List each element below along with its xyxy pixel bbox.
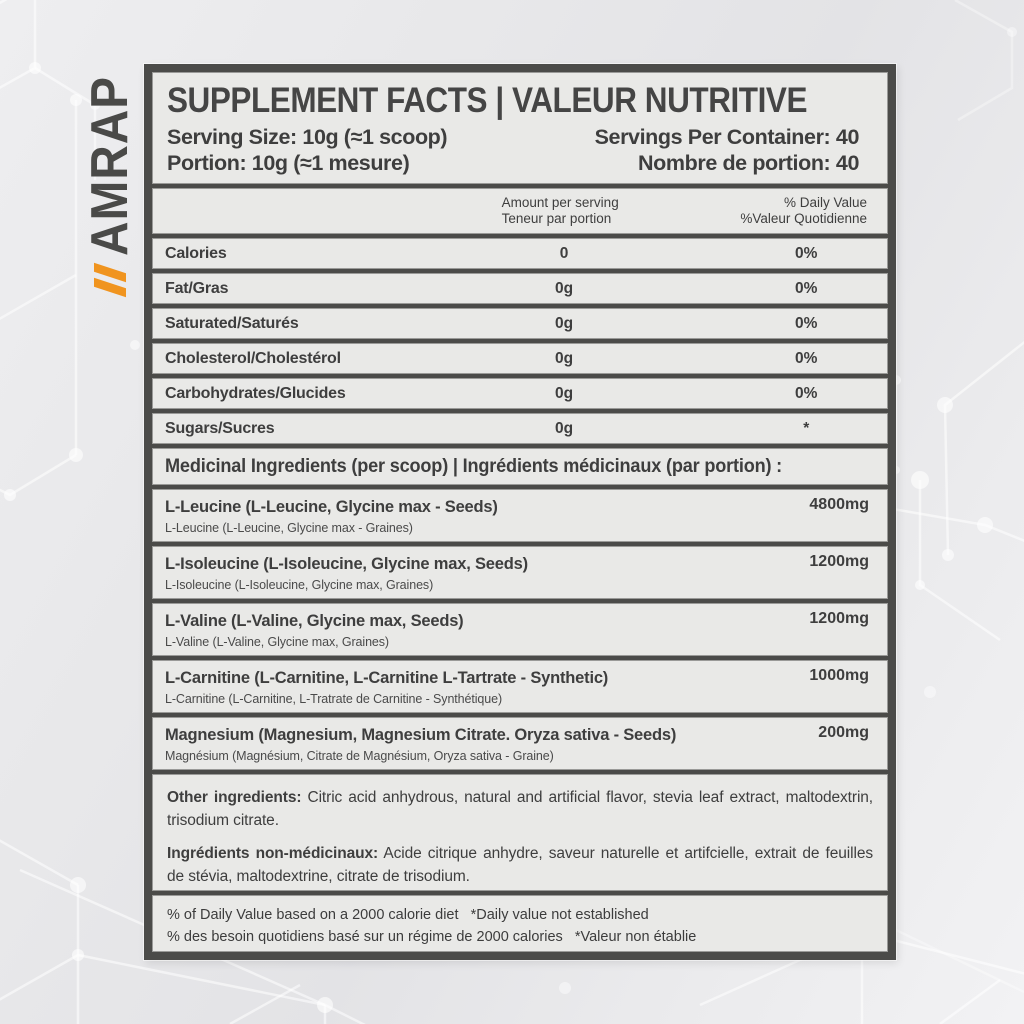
ingredient-name-en: L-Isoleucine (L-Isoleucine, Glycine max, Seeds) xyxy=(165,555,528,573)
other-ingredients-section xyxy=(152,774,888,891)
servings-per-container-fr: Nombre de portion: 40 xyxy=(638,151,859,176)
ingredient-name-en: L-Carnitine (L-Carnitine, L-Carnitine L-Tartrate - Synthetic) xyxy=(165,669,609,687)
nutrient-row xyxy=(152,413,888,444)
ingredient-amount: 200mg xyxy=(818,724,869,741)
nutrient-name: Saturated/Saturés xyxy=(165,314,299,332)
nutrient-row xyxy=(152,238,888,269)
panel-title: SUPPLEMENT FACTS | VALEUR NUTRITIVE xyxy=(167,81,808,120)
nutrient-dv: 0% xyxy=(795,314,818,332)
nutrient-amount: 0g xyxy=(554,279,574,297)
servings-per-container xyxy=(595,124,873,177)
other-ingredients-label-fr: Ingrédients non-médicinaux: xyxy=(167,844,379,862)
serving-size xyxy=(167,124,447,177)
medicinal-row xyxy=(152,717,888,770)
nutrient-dv: 0% xyxy=(795,349,818,367)
nutrient-amount: 0g xyxy=(554,384,574,402)
medicinal-ingredients-header: Medicinal Ingredients (per scoop) | Ingrédients médicinaux (par portion) : xyxy=(152,448,888,485)
serving-size-en: Serving Size: 10g (≈1 scoop) xyxy=(167,125,448,149)
nutrient-dv: 0% xyxy=(795,384,818,402)
serving-info xyxy=(167,124,873,177)
double-slash-icon xyxy=(94,268,126,292)
medicinal-row xyxy=(152,489,888,542)
nutrient-row xyxy=(152,378,888,409)
ingredient-name-en: L-Leucine (L-Leucine, Glycine max - Seeds) xyxy=(165,498,498,516)
ingredient-name-en: Magnesium (Magnesium, Magnesium Citrate. Oryza sativa - Seeds) xyxy=(165,726,677,744)
other-ingredients-fr: Ingrédients non-médicinaux: Acide citrique anhydre, saveur naturelle et artifcielle, extrait de feuilles de stévia, maltodextrine, citrate de trisodium. xyxy=(167,844,874,885)
nutrient-amount: 0g xyxy=(554,419,574,437)
supplement-facts-panel xyxy=(144,64,896,960)
nutrient-name: Carbohydrates/Glucides xyxy=(165,384,346,402)
ingredient-name-fr: Magnésium (Magnésium, Citrate de Magnésium, Oryza sativa - Graine) xyxy=(165,748,554,763)
column-headers xyxy=(152,188,888,234)
brand-logo xyxy=(81,48,139,292)
ingredient-name-en: L-Valine (L-Valine, Glycine max, Seeds) xyxy=(165,612,464,630)
medicinal-row xyxy=(152,546,888,599)
ingredient-amount: 1200mg xyxy=(809,610,869,627)
medicinal-row xyxy=(152,660,888,713)
nutrient-row xyxy=(152,343,888,374)
nutrient-name: Cholesterol/Cholestérol xyxy=(165,349,341,367)
medicinal-row xyxy=(152,603,888,656)
amount-column-header: Amount per serving Teneur par portion xyxy=(501,194,619,226)
header-section xyxy=(152,72,888,184)
nutrient-row xyxy=(152,308,888,339)
other-ingredients-en: Other ingredients: Citric acid anhydrous, natural and artificial flavor, stevia leaf extract, maltodextrin, trisodium citrate. xyxy=(167,789,874,830)
ingredient-name-fr: L-Leucine (L-Leucine, Glycine max - Graines) xyxy=(165,520,413,535)
nutrient-dv: 0% xyxy=(795,244,818,262)
nutrient-name: Fat/Gras xyxy=(165,279,229,297)
nutrient-amount: 0g xyxy=(554,349,574,367)
nutrient-dv: 0% xyxy=(795,279,818,297)
ingredient-amount: 1200mg xyxy=(809,553,869,570)
nutrient-name: Calories xyxy=(165,244,227,262)
ingredient-amount: 1000mg xyxy=(809,667,869,684)
daily-value-column-header: % Daily Value %Valeur Quotidienne xyxy=(740,194,867,226)
ingredient-name-fr: L-Isoleucine (L-Isoleucine, Glycine max, Graines) xyxy=(165,577,434,592)
servings-per-container-en: Servings Per Container: 40 xyxy=(594,125,859,149)
other-ingredients-label-en: Other ingredients: xyxy=(167,789,302,806)
nutrient-dv: * xyxy=(803,419,810,437)
footnote-fr: % des besoin quotidiens basé sur un régime de 2000 calories *Valeur non établie xyxy=(167,928,697,945)
brand-name: AMRAP xyxy=(81,75,139,256)
nutrient-amount: 0g xyxy=(554,314,574,332)
footnote-en: % of Daily Value based on a 2000 calorie diet *Daily value not established xyxy=(167,907,649,923)
ingredient-name-fr: L-Carnitine (L-Carnitine, L-Tratrate de Carnitine - Synthétique) xyxy=(165,691,503,706)
nutrient-name: Sugars/Sucres xyxy=(165,419,275,437)
nutrient-row xyxy=(152,273,888,304)
nutrient-amount: 0 xyxy=(559,244,569,262)
ingredient-amount: 4800mg xyxy=(809,496,869,513)
footnote-section xyxy=(152,895,888,952)
ingredient-name-fr: L-Valine (L-Valine, Glycine max, Graines) xyxy=(165,634,389,649)
serving-size-fr: Portion: 10g (≈1 mesure) xyxy=(167,151,410,176)
